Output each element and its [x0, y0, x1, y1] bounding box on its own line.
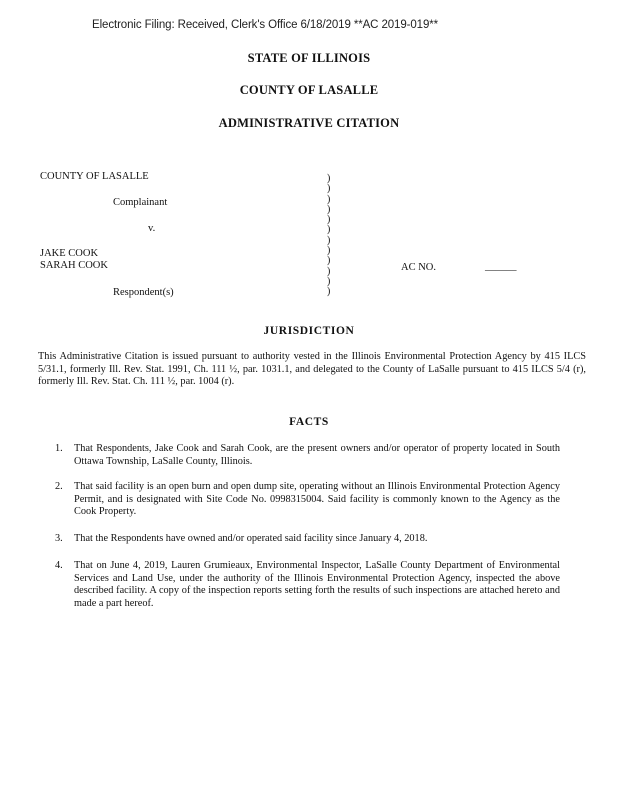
- fact-number: 2.: [55, 481, 63, 492]
- fact-text: That the Respondents have owned and/or operated said facility since January 4, 2018.: [74, 533, 428, 544]
- fact-item: [55, 560, 560, 610]
- jurisdiction-heading: JURISDICTION: [263, 325, 355, 337]
- fact-item: [55, 533, 560, 546]
- jurisdiction-paragraph: This Administrative Citation is issued pursuant to authority vested in the Illinois Environmental Protection Agency by 415 ILCS 5/31.1, formerly Ill. Rev. Stat. 1991, Ch. 111 ½, par. 1031.1, and delegated to the County of LaSalle pursuant to 415 ILCS 5/4 (r), formerly Ill. Rev. Stat. Ch. 111 ½, par. 1004 (r).: [38, 351, 586, 387]
- fact-number: 4.: [55, 560, 63, 571]
- fact-text: That Respondents, Jake Cook and Sarah Cook, are the present owners and/or operator of property located in South Ottawa Township, LaSalle County, Illinois.: [74, 443, 560, 467]
- heading-state: STATE OF ILLINOIS: [247, 51, 371, 65]
- respondent-role: Respondent(s): [113, 287, 174, 298]
- respondent-1: JAKE COOK: [40, 248, 99, 259]
- ac-number-label: AC NO.: [401, 262, 437, 273]
- fact-item: [55, 481, 560, 519]
- versus-label: v.: [148, 223, 156, 234]
- fact-text: That said facility is an open burn and open dump site, operating without an Illinois Environmental Protection Agency Permit, and is designated with Site Code No. 0998315004. Said facility is commonly known to the Agency as the Cook Property.: [74, 481, 560, 517]
- ac-number-blank: ______: [485, 261, 517, 272]
- respondent-2: SARAH COOK: [40, 260, 108, 271]
- fact-text: That on June 4, 2019, Lauren Grumieaux, Environmental Inspector, LaSalle County Department of Environmental Services and Land Use, under the authority of the Illinois Environmental Protection Agency, inspected the above described facility. A copy of the inspection reports setting forth the results of such inspections are attached hereto and made a part hereof.: [74, 560, 560, 609]
- complainant-role: Complainant: [113, 197, 168, 208]
- heading-county: COUNTY OF LASALLE: [239, 83, 379, 97]
- fact-item: [55, 443, 560, 468]
- fact-number: 3.: [55, 533, 63, 544]
- heading-title: ADMINISTRATIVE CITATION: [218, 116, 400, 130]
- fact-number: 1.: [55, 443, 63, 454]
- caption-parentheses: ) ) ) ) ) ) ) ) ) ) ) ): [327, 173, 331, 298]
- facts-heading: FACTS: [289, 416, 329, 428]
- complainant-name: COUNTY OF LASALLE: [40, 171, 149, 182]
- filing-stamp: Electronic Filing: Received, Clerk's Office 6/18/2019 **AC 2019-019**: [92, 19, 439, 31]
